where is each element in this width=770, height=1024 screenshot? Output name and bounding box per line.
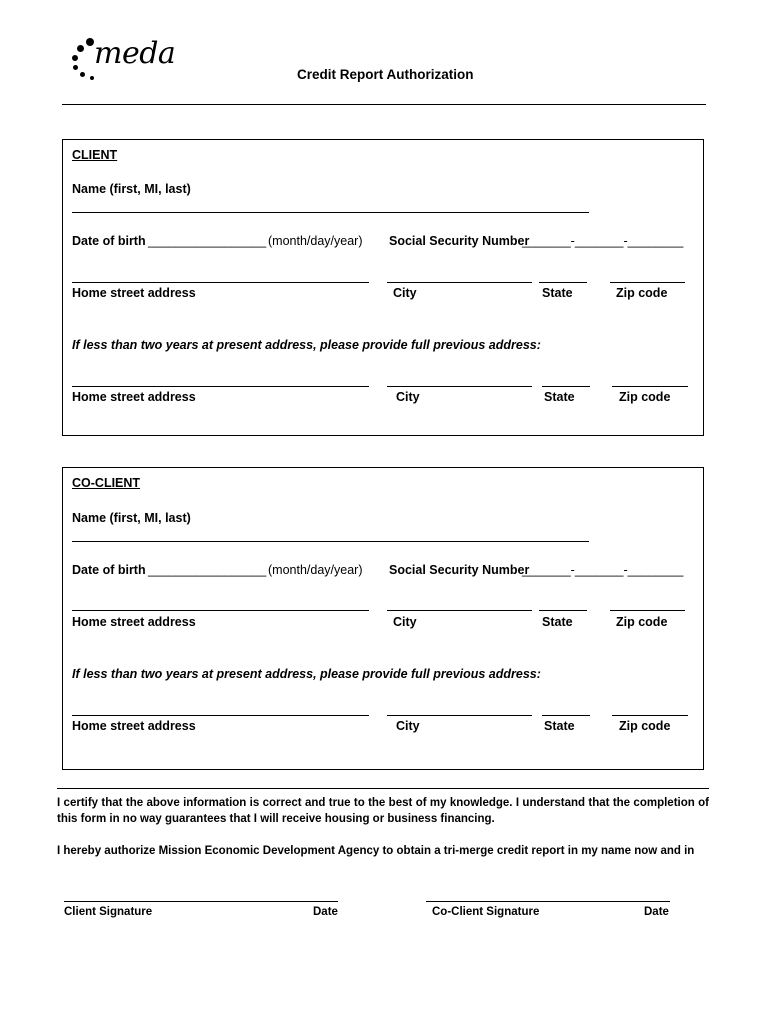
client-ssn-field[interactable]: _______-_______-________ xyxy=(522,234,684,248)
client-signature-label: Client Signature xyxy=(64,906,153,918)
coclient-zip-field[interactable] xyxy=(610,610,685,611)
coclient-city-label: City xyxy=(393,615,417,629)
coclient-dob-field[interactable]: _________________ xyxy=(148,563,267,577)
client-zip-label: Zip code xyxy=(616,286,668,300)
client-dob-format: (month/day/year) xyxy=(268,234,363,248)
page-title: Credit Report Authorization xyxy=(297,67,474,82)
logo-dot xyxy=(80,72,85,77)
coclient-prev-zip-field[interactable] xyxy=(612,715,688,716)
logo-dot xyxy=(90,76,94,80)
client-dob-label: Date of birth xyxy=(72,234,146,248)
client-name-field[interactable] xyxy=(72,212,589,213)
coclient-prev-street-field[interactable] xyxy=(72,715,369,716)
client-prev-city-field[interactable] xyxy=(387,386,532,387)
coclient-ssn-field[interactable]: _______-_______-________ xyxy=(522,563,684,577)
client-prev-state-label: State xyxy=(544,390,575,404)
header-divider xyxy=(62,104,706,105)
coclient-prev-city-field[interactable] xyxy=(387,715,532,716)
coclient-street-label: Home street address xyxy=(72,615,196,629)
client-prev-street-field[interactable] xyxy=(72,386,369,387)
logo-dot xyxy=(77,45,84,52)
logo-dot xyxy=(86,38,94,46)
coclient-signature-field[interactable] xyxy=(426,901,670,902)
coclient-prev-street-label: Home street address xyxy=(72,719,196,733)
client-ssn-label: Social Security Number xyxy=(389,234,530,248)
certification-text: I certify that the above information is correct and true to the best of my knowledge. I understand that the completion of this form in no way guarantees that I will receive housing or business financing. xyxy=(57,797,709,825)
client-name-label: Name (first, MI, last) xyxy=(72,182,191,196)
logo-dot xyxy=(73,65,78,70)
client-previous-prompt: If less than two years at present address, please provide full previous address: xyxy=(72,338,541,352)
coclient-signature-label: Co-Client Signature xyxy=(432,906,540,918)
coclient-prev-state-field[interactable] xyxy=(542,715,590,716)
client-street-label: Home street address xyxy=(72,286,196,300)
client-state-label: State xyxy=(542,286,573,300)
coclient-date-label: Date xyxy=(644,906,669,918)
certification-divider xyxy=(57,788,709,789)
coclient-prev-zip-label: Zip code xyxy=(619,719,671,733)
coclient-zip-label: Zip code xyxy=(616,615,668,629)
coclient-dob-format: (month/day/year) xyxy=(268,563,363,577)
client-prev-street-label: Home street address xyxy=(72,390,196,404)
client-date-label: Date xyxy=(313,906,338,918)
authorization-text: I hereby authorize Mission Economic Development Agency to obtain a tri-merge credit report in my name now and in xyxy=(57,845,695,857)
client-city-field[interactable] xyxy=(387,282,532,283)
client-zip-field[interactable] xyxy=(610,282,685,283)
coclient-ssn-label: Social Security Number xyxy=(389,563,530,577)
coclient-state-field[interactable] xyxy=(539,610,587,611)
coclient-city-field[interactable] xyxy=(387,610,532,611)
client-heading: CLIENT xyxy=(72,148,118,162)
meda-logo xyxy=(68,32,176,82)
coclient-previous-prompt: If less than two years at present address, please provide full previous address: xyxy=(72,667,541,681)
coclient-heading: CO-CLIENT xyxy=(72,476,141,490)
client-prev-zip-label: Zip code xyxy=(619,390,671,404)
client-city-label: City xyxy=(393,286,417,300)
client-state-field[interactable] xyxy=(539,282,587,283)
coclient-state-label: State xyxy=(542,615,573,629)
client-prev-state-field[interactable] xyxy=(542,386,590,387)
client-dob-field[interactable]: _________________ xyxy=(148,234,267,248)
coclient-dob-label: Date of birth xyxy=(72,563,146,577)
coclient-name-label: Name (first, MI, last) xyxy=(72,511,191,525)
coclient-name-field[interactable] xyxy=(72,541,589,542)
client-signature-field[interactable] xyxy=(64,901,338,902)
coclient-prev-city-label: City xyxy=(396,719,420,733)
client-prev-zip-field[interactable] xyxy=(612,386,688,387)
logo-dot xyxy=(72,55,78,61)
coclient-prev-state-label: State xyxy=(544,719,575,733)
coclient-street-field[interactable] xyxy=(72,610,369,611)
logo-wordmark: meda xyxy=(94,36,176,71)
client-street-field[interactable] xyxy=(72,282,369,283)
client-prev-city-label: City xyxy=(396,390,420,404)
